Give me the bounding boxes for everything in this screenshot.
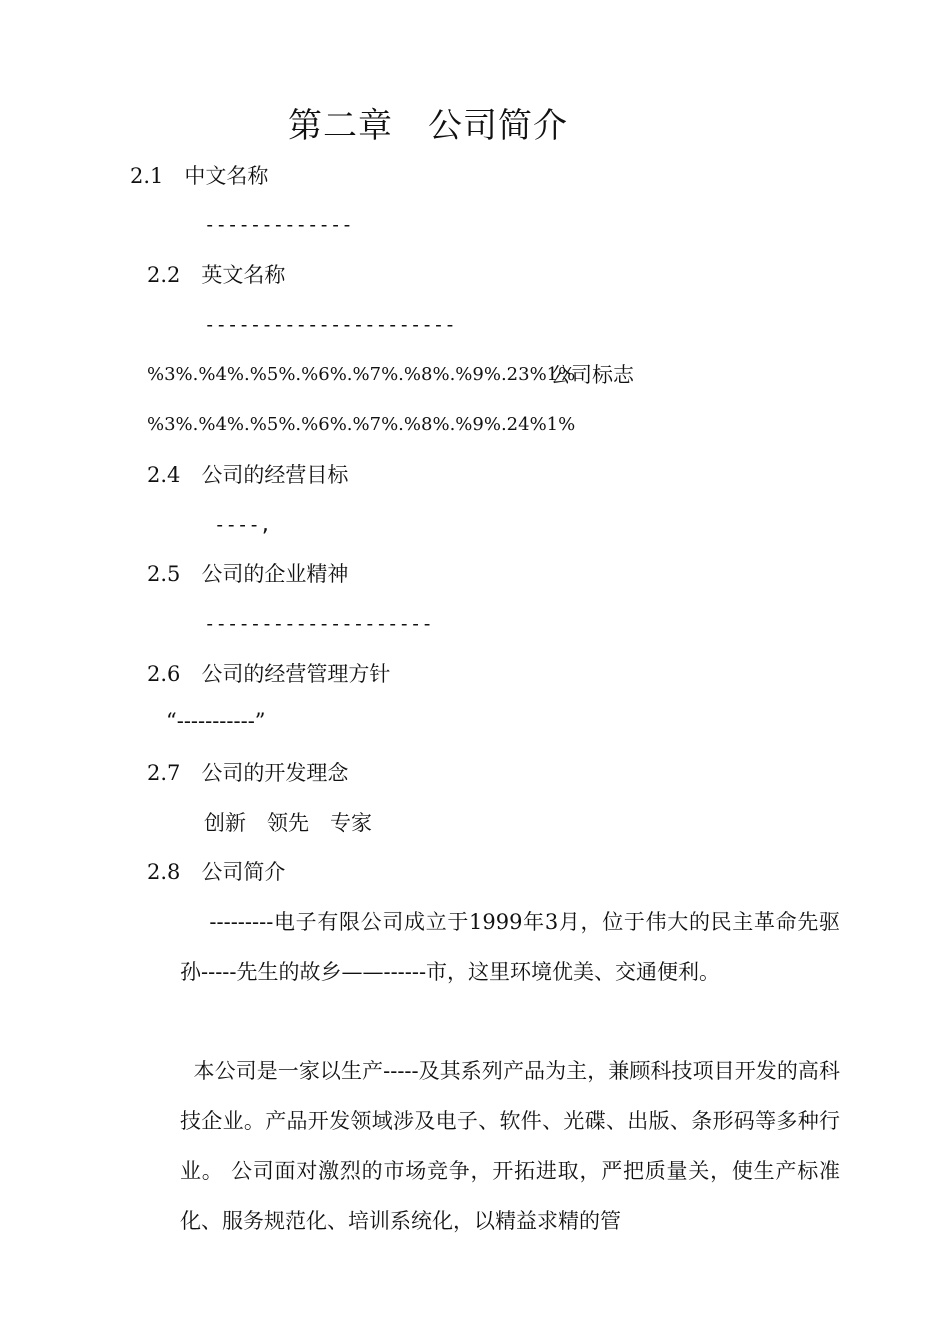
- section-heading-management-policy: 2.6 公司的经营管理方针: [147, 662, 391, 686]
- section-heading-development-concept: 2.7 公司的开发理念: [147, 761, 349, 785]
- profile-paragraph-1: ---------电子有限公司成立于1999年3月，位于伟大的民主革命先驱孙-----先生的故乡——------市，这里环境优美、交通便利。: [180, 910, 841, 984]
- field-code-line-a: %3%.%4%.%5%.%6%.%7%.%8%.%9%.23%1%: [147, 364, 576, 385]
- section-value-business-goal: ----,: [214, 514, 272, 536]
- section-heading-chinese-name: 2.1 中文名称: [130, 164, 269, 188]
- section-value-development-concept: 创新 领先 专家: [204, 811, 372, 835]
- section-value-chinese-name: -------------: [204, 214, 353, 236]
- section-heading-enterprise-spirit: 2.5 公司的企业精神: [147, 562, 349, 586]
- section-heading-english-name: 2.2 英文名称: [147, 263, 286, 287]
- section-value-english-name: ----------------------: [204, 314, 456, 336]
- field-code-line-b: %3%.%4%.%5%.%6%.%7%.%8%.%9%.24%1%: [147, 414, 576, 435]
- section-value-management-policy: “-----------”: [166, 709, 266, 733]
- section-value-enterprise-spirit: --------------------: [204, 613, 433, 635]
- profile-paragraph-2: 本公司是一家以生产-----及其系列产品为主，兼顾科技项目开发的高科技企业。产品开发领域涉及电子、软件、光碟、出版、条形码等多种行业。 公司面对激烈的市场竞争，开拓进取，严把质量关，使生产标准化、服务规范化、培训系统化，以精益求精的管: [180, 1059, 840, 1233]
- section-heading-company-logo: 公司标志: [550, 363, 634, 387]
- chapter-title: 第二章 公司简介: [288, 106, 568, 146]
- section-heading-business-goal: 2.4 公司的经营目标: [147, 463, 349, 487]
- section-heading-company-profile: 2.8 公司简介: [147, 860, 286, 884]
